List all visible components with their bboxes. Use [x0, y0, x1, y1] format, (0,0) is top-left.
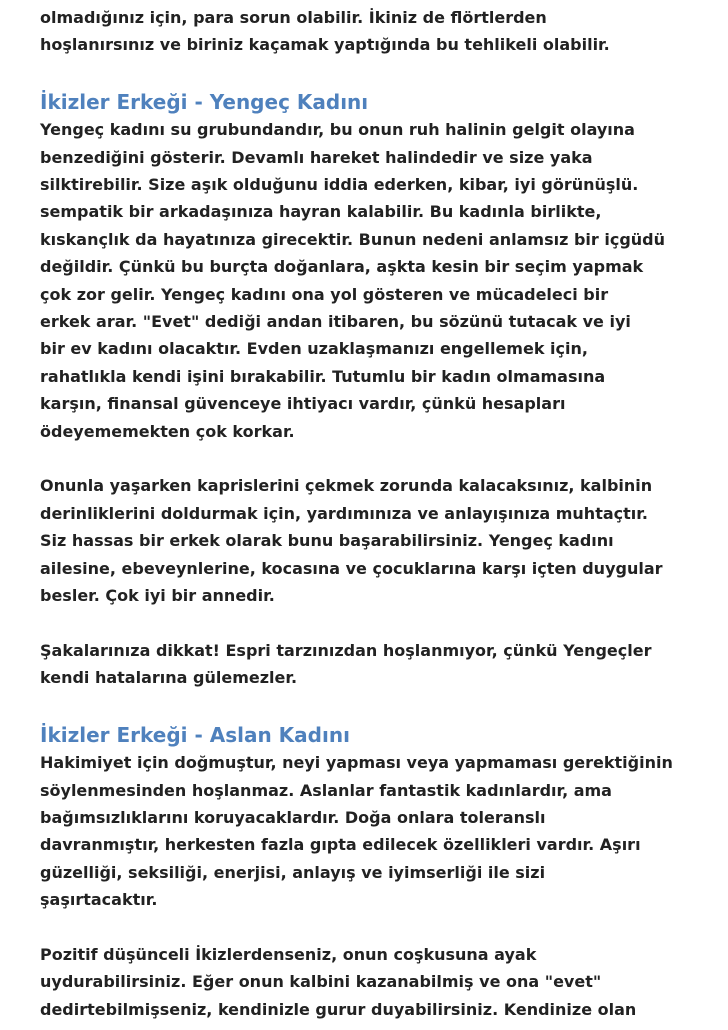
text-line: Şakalarınıza dikkat! Espri tarzınızdan hoşlanmıyor, çünkü Yengeçler	[40, 640, 652, 660]
paragraph-gap	[40, 445, 700, 472]
paragraph-gap	[40, 610, 700, 637]
paragraph-gap	[40, 59, 700, 86]
text-line: ödeyememekten çok korkar.	[40, 421, 295, 441]
text-line: Hakimiyet için doğmuştur, neyi yapması veya yapmaması gerektiğinin	[40, 753, 673, 773]
text-line: benzediğini gösterir. Devamlı hareket halindedir ve size yaka	[40, 147, 593, 167]
section2-paragraph-1	[40, 749, 700, 913]
text-line: çok zor gelir. Yengeç kadını ona yol gösteren ve mücadeleci bir	[40, 284, 609, 304]
text-line: kendi hatalarına gülemezler.	[40, 668, 298, 688]
text-line: Onunla yaşarken kaprislerini çekmek zorunda kalacaksınız, kalbinin	[40, 476, 653, 496]
text-line: derinliklerini doldurmak için, yardımınıza ve anlayışınıza muhtaçtır.	[40, 503, 648, 523]
text-line: rahatlıkla kendi işini bırakabilir. Tutumlu bir kadın olmamasına	[40, 366, 606, 386]
text-line: dedirtebilmişseniz, kendinizle gurur duyabilirsiniz. Kendinize olan	[40, 999, 637, 1019]
section-heading-gemini-cancer: İkizler Erkeği - Yengeç Kadını	[40, 90, 369, 115]
text-line: Yengeç kadını su grubundandır, bu onun ruh halinin gelgit olayına	[40, 120, 635, 140]
section1-paragraph-1	[40, 116, 700, 445]
text-line: sempatik bir arkadaşınıza hayran kalabilir. Bu kadınla birlikte,	[40, 202, 602, 222]
paragraph-gap	[40, 914, 700, 941]
section1-paragraph-3	[40, 637, 700, 692]
document-page	[40, 4, 700, 1023]
text-line: Pozitif düşünceli İkizlerdenseniz, onun coşkusuna ayak	[40, 944, 537, 964]
text-line: bağımsızlıklarını koruyacaklardır. Doğa onlara toleranslı	[40, 807, 546, 827]
text-line: uydurabilirsiniz. Eğer onun kalbini kazanabilmiş ve ona "evet"	[40, 972, 602, 992]
intro-paragraph	[40, 4, 700, 59]
text-line: değildir. Çünkü bu burçta doğanlara, aşkta kesin bir seçim yapmak	[40, 257, 644, 277]
text-line: güzelliği, seksiliği, enerjisi, anlayış ve iyimserliği ile sizi	[40, 862, 546, 882]
text-line: karşın, finansal güvenceye ihtiyacı vardır, çünkü hesapları	[40, 394, 566, 414]
text-line: olmadığınız için, para sorun olabilir. İkiniz de flörtlerden	[40, 8, 547, 27]
text-line: davranmıştır, herkesten fazla gıpta edilecek özellikleri vardır. Aşırı	[40, 835, 641, 855]
paragraph-gap	[40, 692, 700, 719]
text-line: silktirebilir. Size aşık olduğunu iddia ederken, kibar, iyi görünüşlü.	[40, 175, 639, 195]
text-line: şaşırtacaktır.	[40, 890, 158, 910]
section1-paragraph-2	[40, 472, 700, 609]
text-line: bir ev kadını olacaktır. Evden uzaklaşmanızı engellemek için,	[40, 339, 588, 359]
section-heading-gemini-leo: İkizler Erkeği - Aslan Kadını	[40, 723, 350, 748]
text-line: erkek arar. "Evet" dediği andan itibaren, bu sözünü tutacak ve iyi	[40, 312, 631, 332]
text-line: hoşlanırsınız ve biriniz kaçamak yaptığında bu tehlikeli olabilir.	[40, 35, 610, 55]
text-line: Siz hassas bir erkek olarak bunu başarabilirsiniz. Yengeç kadını	[40, 531, 614, 551]
text-line: ailesine, ebeveynlerine, kocasına ve çocuklarına karşı içten duygular	[40, 558, 663, 578]
text-line: kıskançlık da hayatınıza girecektir. Bunun nedeni anlamsız bir içgüdü	[40, 229, 666, 249]
text-line: söylenmesinden hoşlanmaz. Aslanlar fantastik kadınlardır, ama	[40, 780, 612, 800]
text-line: besler. Çok iyi bir annedir.	[40, 586, 275, 606]
section2-paragraph-2	[40, 941, 700, 1023]
